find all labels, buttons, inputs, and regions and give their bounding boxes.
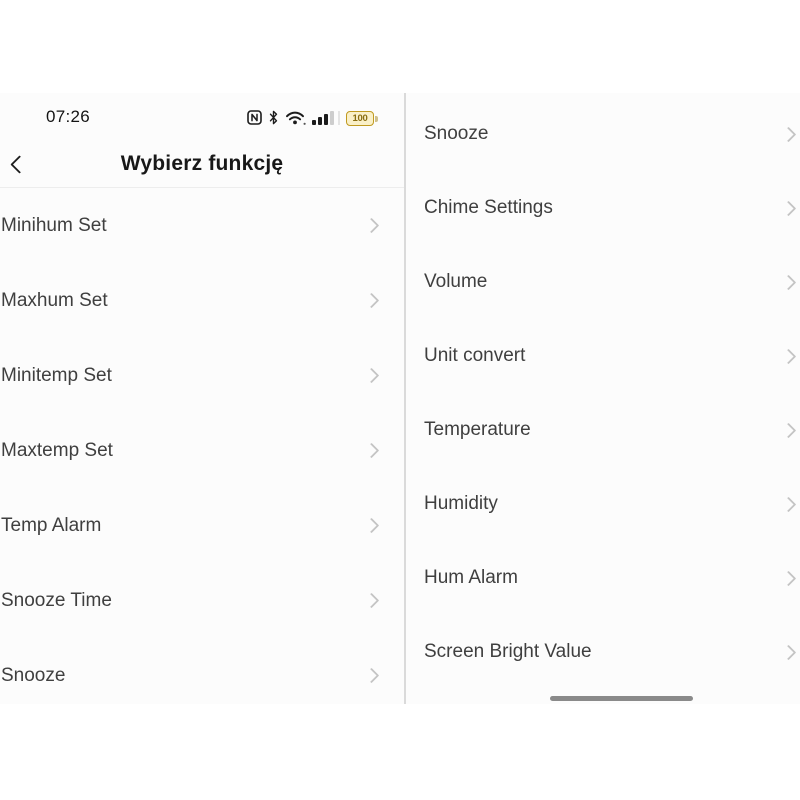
- back-button[interactable]: [4, 141, 34, 187]
- chevron-right-icon: [781, 200, 797, 216]
- home-indicator-bar[interactable]: [550, 696, 693, 701]
- list-item-snooze[interactable]: Snooze: [0, 638, 404, 704]
- list-item-maxhum-set[interactable]: Maxhum Set: [0, 263, 404, 338]
- chevron-right-icon: [364, 443, 380, 459]
- chevron-right-icon: [781, 348, 797, 364]
- chevron-right-icon: [364, 518, 380, 534]
- chevron-right-icon: [364, 368, 380, 384]
- chevron-right-icon: [781, 570, 797, 586]
- chevron-right-icon: [781, 274, 797, 290]
- chevron-right-icon: [781, 644, 797, 660]
- list-item-snooze[interactable]: Snooze: [406, 97, 800, 171]
- chevron-left-icon: [10, 155, 28, 173]
- status-icons: [247, 109, 378, 125]
- list-item-temp-alarm[interactable]: Temp Alarm: [0, 488, 404, 563]
- chevron-right-icon: [781, 496, 797, 512]
- chevron-right-icon: [781, 126, 797, 142]
- screenshot-composite: [0, 93, 800, 704]
- status-bar: [0, 93, 404, 141]
- chevron-right-icon: [364, 593, 380, 609]
- list-item-screen-bright-value[interactable]: Screen Bright Value: [406, 615, 800, 689]
- nav-bar: [0, 141, 404, 188]
- battery-nub: [375, 116, 378, 122]
- chevron-right-icon: [364, 668, 380, 684]
- page-title: Wybierz funkcję: [120, 152, 284, 175]
- list-item-minitemp-set[interactable]: Minitemp Set: [0, 338, 404, 413]
- wifi-icon: [285, 110, 306, 125]
- list-item-volume[interactable]: Volume: [406, 245, 800, 319]
- list-item-maxtemp-set[interactable]: Maxtemp Set: [0, 413, 404, 488]
- battery-level: 100: [346, 111, 374, 126]
- list-item-chime-settings[interactable]: Chime Settings: [406, 171, 800, 245]
- chevron-right-icon: [364, 218, 380, 234]
- phone-screen-right: [406, 93, 800, 704]
- battery-icon: [346, 111, 378, 126]
- function-list-right: [406, 93, 800, 689]
- list-item-snooze-time[interactable]: Snooze Time: [0, 563, 404, 638]
- list-item-hum-alarm[interactable]: Hum Alarm: [406, 541, 800, 615]
- list-item-unit-convert[interactable]: Unit convert: [406, 319, 800, 393]
- list-item-humidity[interactable]: Humidity: [406, 467, 800, 541]
- list-item-temperature[interactable]: Temperature: [406, 393, 800, 467]
- chevron-right-icon: [781, 422, 797, 438]
- chevron-right-icon: [364, 293, 380, 309]
- function-list-left: [0, 188, 404, 704]
- list-item-minihum-set[interactable]: Minihum Set: [0, 188, 404, 263]
- bluetooth-icon: [268, 110, 279, 125]
- signal-strength-icon: [312, 110, 340, 125]
- phone-screen-left: [0, 93, 404, 704]
- nfc-icon: [247, 110, 262, 125]
- clock-time: 07:26: [46, 107, 91, 126]
